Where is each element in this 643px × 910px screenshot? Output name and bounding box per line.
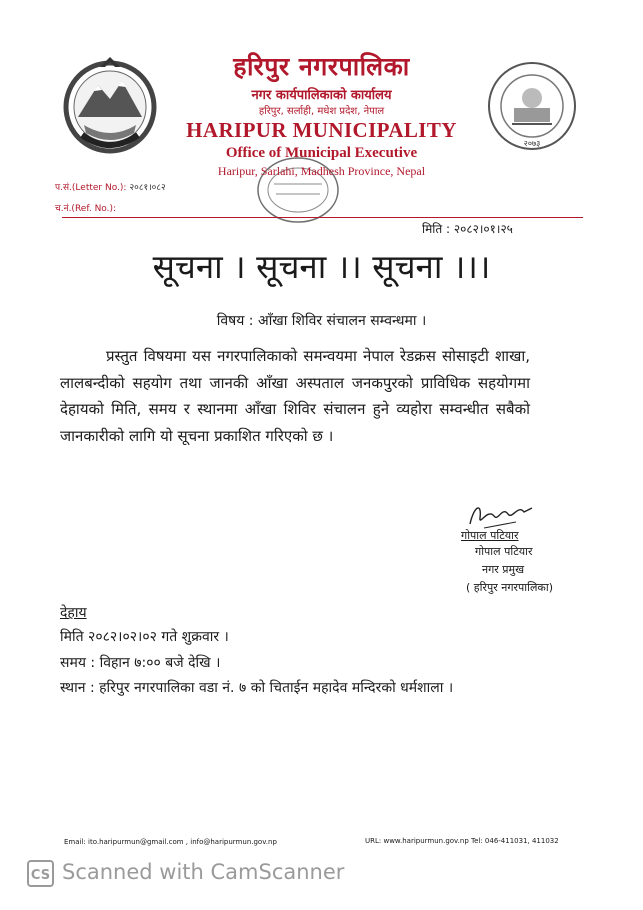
notice-body: प्रस्तुत विषयमा यस नगरपालिकाको समन्वयमा नेपाल रेडक्रस सोसाइटी शाखा, लालबन्दीको सहयोग तथा जानकी आँखा अस्पताल जनकपुरको प्राविधिक सहयोगमा देहायको मिति, समय र स्थानमा आँखा शिविर संचालन हुने व्यहोरा सम्वन्धीत सबैको जानकारीको लागि यो सूचना प्रकाशित गरिएको छ । bbox=[60, 347, 530, 445]
signatory-organization: ( हरिपुर नगरपालिका) bbox=[466, 581, 554, 594]
detail-date: मिति २०८२।०२।०२ गते शुक्रवार । bbox=[60, 629, 229, 645]
details-heading: देहाय bbox=[60, 605, 87, 621]
english-address: Haripur, Sarlahi, Madhesh Province, Nepal bbox=[217, 164, 426, 178]
english-municipality-title: HARIPUR MUNICIPALITY bbox=[186, 118, 457, 142]
signatory-role: नगर प्रमुख bbox=[482, 563, 525, 576]
nepali-municipality-title: हरिपुर नगरपालिका bbox=[233, 52, 410, 81]
reference-number-label: च.नं.(Ref. No.): bbox=[55, 204, 117, 214]
notice-heading: सूचना । सूचना ।। सूचना ।।। bbox=[152, 247, 491, 286]
seal-year: २०७३ bbox=[523, 139, 541, 148]
signatory-name-stamp: गोपाल पटियार bbox=[475, 545, 533, 558]
letter-number-label: प.सं.(Letter No.): bbox=[55, 183, 127, 193]
handwritten-signature bbox=[464, 498, 536, 532]
nepali-office-title: नगर कार्यपालिकाको कार्यालय bbox=[251, 88, 392, 103]
nepali-address: हरिपुर, सर्लाही, मधेश प्रदेश, नेपाल bbox=[258, 106, 385, 117]
letter-number-value: २०८१।०८२ bbox=[129, 183, 166, 193]
notice-subject: विषय : आँखा शिविर संचालन सम्वन्धमा । bbox=[216, 313, 427, 329]
camscanner-logo-icon bbox=[27, 860, 54, 887]
signatory-name: गोपाल पटियार bbox=[461, 529, 519, 542]
camscanner-icon-text: CS bbox=[30, 868, 51, 883]
detail-time: समय : विहान ७:०० बजे देखि । bbox=[60, 655, 221, 671]
footer-email: Email: ito.haripurmun@gmail.com , info@haripurmun.gov.np bbox=[64, 838, 277, 846]
notice-date: मिति : २०८२।०१।२५ bbox=[422, 222, 513, 236]
footer-url: URL: www.haripurmun.gov.np Tel: 046-411031, 411032 bbox=[365, 837, 559, 845]
letter-number bbox=[55, 180, 166, 193]
english-office-title: Office of Municipal Executive bbox=[225, 145, 418, 161]
detail-place: स्थान : हरिपुर नगरपालिका वडा नं. ७ को चिताईन महादेव मन्दिरको धर्मशाला । bbox=[60, 680, 454, 696]
header-divider bbox=[62, 217, 583, 218]
camscanner-watermark: Scanned with CamScanner bbox=[62, 860, 345, 884]
